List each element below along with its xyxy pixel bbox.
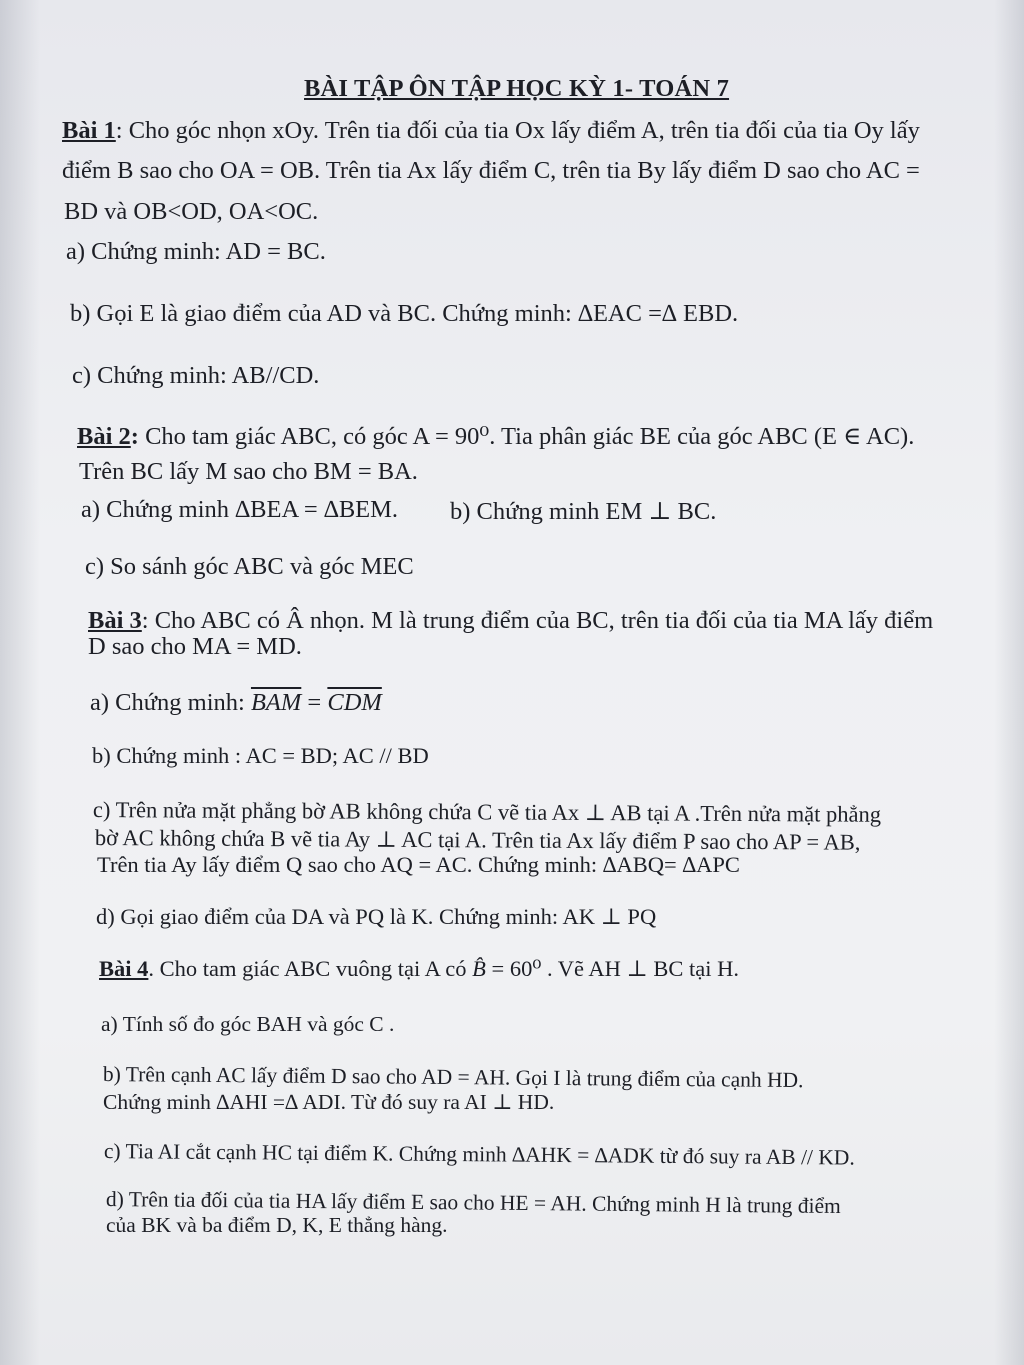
bai1-part-c: c) Chứng minh: AB//CD. [72, 362, 320, 389]
bai1-label: Bài 1 [62, 117, 116, 144]
bai1-line-1 [62, 116, 920, 145]
bai3-line-2: D sao cho MA = MD. [88, 633, 302, 660]
angle-b: B̂ [472, 956, 486, 981]
bai3-part-c-line-3: Trên tia Ay lấy điểm Q sao cho AQ = AC. Chứng minh: ∆ABQ= ∆APC [97, 852, 740, 877]
bai1-line-2: điểm B sao cho OA = OB. Trên tia Ax lấy điểm C, trên tia By lấy điểm D sao cho AC = [62, 157, 920, 184]
bai4-text-pre: . Cho tam giác ABC vuông tại A có [148, 956, 473, 981]
bai4-part-b-line-1: b) Trên cạnh AC lấy điểm D sao cho AD = AH. Gọi I là trung điểm của cạnh HD. [102, 1062, 804, 1093]
bai2-line-1 [77, 422, 914, 451]
bai2-text-1: Cho tam giác ABC, có góc A = 90⁰. Tia phân giác BE của góc ABC (E ∈ AC). [138, 423, 915, 450]
document-title: BÀI TẬP ÔN TẬP HỌC KỲ 1- TOÁN 7 [304, 75, 730, 102]
bai2-part-c: c) So sánh góc ABC và góc MEC [85, 553, 414, 580]
bai4-text-post: . Vẽ AH ⊥ BC tại H. [541, 956, 739, 981]
bai1-text-1: : Cho góc nhọn xOy. Trên tia đối của tia Ox lấy điểm A, trên tia đối của tia Oy lấy [115, 117, 920, 144]
bai1-part-a: a) Chứng minh: AD = BC. [66, 238, 326, 265]
bai2-part-a: a) Chứng minh ∆BEA = ∆BEM. [81, 496, 399, 523]
bai4-part-d-line-2: của BK và ba điểm D, K, E thẳng hàng. [106, 1213, 448, 1237]
bai3-label: Bài 3 [88, 607, 142, 634]
bai4-label: Bài 4 [99, 956, 149, 981]
bai2-line-2: Trên BC lấy M sao cho BM = BA. [79, 458, 418, 485]
bai3-part-a [90, 688, 382, 717]
page-shadow-right [994, 0, 1024, 1365]
bai2-colon: : [130, 423, 139, 450]
angle-bam: $\overline{BAM}$ [250, 689, 302, 716]
bai4-angle-value: = 60⁰ [485, 956, 542, 981]
bai4-part-b-line-2: Chứng minh ∆AHI =∆ ADI. Từ đó suy ra AI ⊥ HD. [103, 1090, 555, 1114]
angle-cdm: $\overline{CDM}$ [327, 689, 382, 716]
bai2-label: Bài 2 [77, 423, 131, 450]
bai4-part-a: a) Tính số đo góc BAH và góc C . [101, 1012, 395, 1036]
bai3-part-d: d) Gọi giao điểm của DA và PQ là K. Chứng minh: AK ⊥ PQ [96, 904, 657, 929]
bai3-part-a-prefix: a) Chứng minh: [90, 689, 251, 716]
bai4-line-1 [99, 955, 739, 982]
page-shadow-left [0, 0, 40, 1365]
bai3-part-c-line-2: bờ AC không chứa B vẽ tia Ay ⊥ AC tại A. Trên tia Ax lấy điểm P sao cho AP = AB, [94, 825, 861, 855]
bai3-part-c-line-1: c) Trên nửa mặt phẳng bờ AB không chứa C vẽ tia Ax ⊥ AB tại A .Trên nửa mặt phẳng [92, 797, 882, 827]
bai1-line-3: BD và OB<OD, OA<OC. [64, 198, 319, 225]
bai3-part-a-equals: = [301, 689, 328, 716]
bai4-part-c: c) Tia AI cắt cạnh HC tại điểm K. Chứng minh ∆AHK = ∆ADK từ đó suy ra AB // KD. [103, 1139, 855, 1170]
bai1-part-b: b) Gọi E là giao điểm của AD và BC. Chứng minh: ∆EAC =∆ EBD. [70, 300, 739, 327]
bai4-part-d-line-1: d) Trên tia đối của tia HA lấy điểm E sao cho HE = AH. Chứng minh H là trung điểm [105, 1187, 841, 1219]
bai3-line-1 [88, 606, 933, 635]
bai2-part-b: b) Chứng minh EM ⊥ BC. [450, 498, 717, 525]
bai3-text-1: : Cho ABC có Â nhọn. M là trung điểm của BC, trên tia đối của tia MA lấy điểm [141, 607, 934, 634]
bai3-part-b: b) Chứng minh : AC = BD; AC // BD [92, 743, 429, 768]
